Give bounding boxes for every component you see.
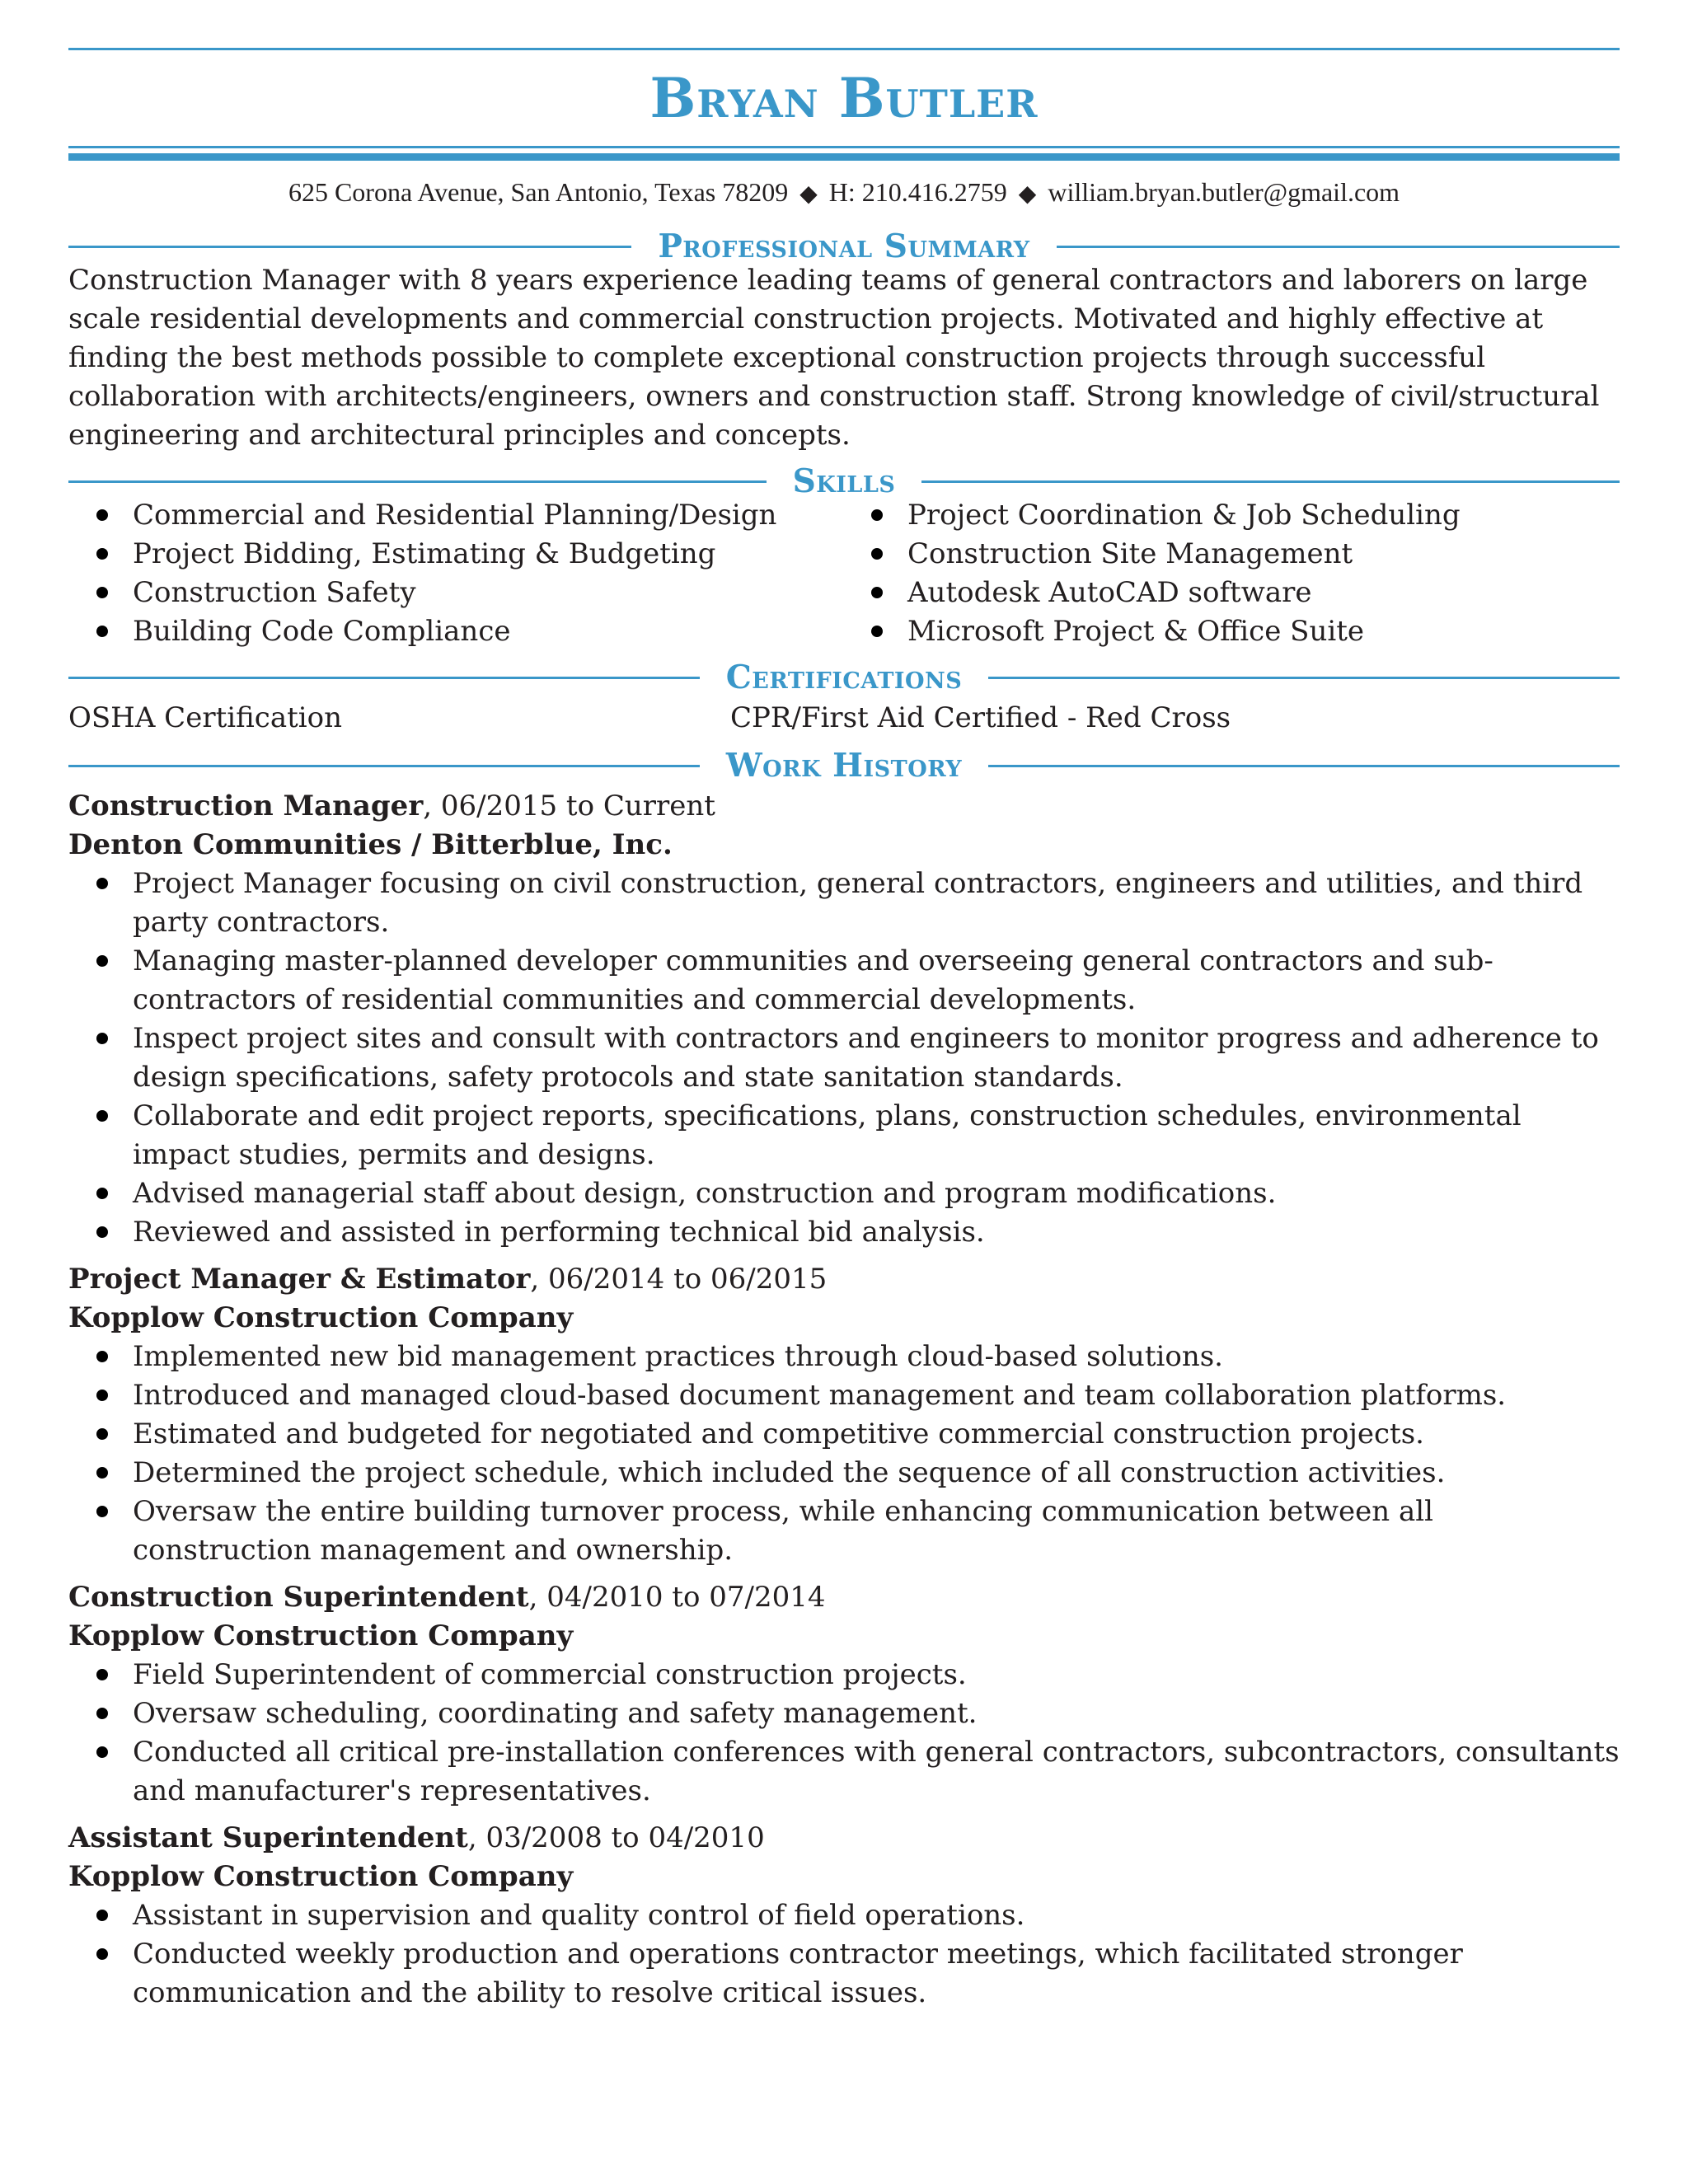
skill-item: Construction Safety bbox=[68, 574, 843, 612]
diamond-separator-icon: ◆ bbox=[1018, 180, 1037, 207]
section-rule-right bbox=[988, 677, 1620, 679]
section-title-certifications: Certifications bbox=[725, 658, 963, 696]
section-title-skills: Skills bbox=[792, 462, 896, 500]
resume-page bbox=[68, 48, 1620, 2013]
job-company: Denton Communities / Bitterblue, Inc. bbox=[68, 828, 673, 861]
job-heading bbox=[68, 1578, 1620, 1617]
bullet-icon bbox=[96, 1390, 108, 1401]
job-dates: , 04/2010 to 07/2014 bbox=[528, 1581, 826, 1614]
duty-item: Oversaw the entire building turnover process, while enhancing communication between all construction management and ownership. bbox=[68, 1493, 1620, 1570]
skill-item: Commercial and Residential Planning/Design bbox=[68, 496, 843, 535]
duty-item: Conducted weekly production and operations contractor meetings, which facilitated stronger communication and the ability to resolve critical issues. bbox=[68, 1935, 1620, 2013]
duty-item: Project Manager focusing on civil construction, general contractors, engineers and utilities, and third party contractors. bbox=[68, 865, 1620, 942]
duty-item: Managing master-planned developer communities and overseeing general contractors and sub-contractors of residential communities and commercial developments. bbox=[68, 942, 1620, 1019]
duty-item: Inspect project sites and consult with contractors and engineers to monitor progress and adherence to design specifications, safety protocols and state sanitation standards. bbox=[68, 1019, 1620, 1097]
skills-column-right bbox=[843, 496, 1620, 651]
bullet-icon bbox=[96, 1226, 108, 1238]
bullet-icon bbox=[96, 1910, 108, 1921]
job-duties bbox=[68, 865, 1620, 1252]
bullet-icon bbox=[96, 548, 108, 560]
skills-grid bbox=[68, 496, 1620, 651]
job-entry bbox=[68, 1578, 1620, 1811]
section-rule-left bbox=[68, 765, 700, 767]
bullet-icon bbox=[96, 1506, 108, 1517]
section-header-work bbox=[68, 741, 1620, 790]
summary-text: Construction Manager with 8 years experience leading teams of general contractors and laborers on large scale residential developments and commercial construction projects. Motivated and highly effective at finding the best methods possible to complete exceptional construction projects through successful collaboration with architects/engineers, owners and construction staff. Strong knowledge of civil/structural engineering and architectural principles and concepts. bbox=[68, 264, 1600, 452]
skill-item: Project Coordination & Job Scheduling bbox=[843, 496, 1620, 535]
bullet-icon bbox=[96, 1467, 108, 1479]
job-dates: , 03/2008 to 04/2010 bbox=[467, 1821, 765, 1854]
bullet-icon bbox=[96, 1948, 108, 1960]
contact-phone: H: 210.416.2759 bbox=[828, 177, 1007, 207]
bullet-icon bbox=[96, 509, 108, 521]
bullet-icon bbox=[96, 1188, 108, 1199]
job-title: Assistant Superintendent bbox=[68, 1821, 468, 1854]
bullet-icon bbox=[96, 1033, 108, 1044]
job-title: Project Manager & Estimator bbox=[68, 1263, 531, 1296]
job-company: Kopplow Construction Company bbox=[68, 1619, 574, 1652]
skill-item: Autodesk AutoCAD software bbox=[843, 574, 1620, 612]
bullet-icon bbox=[96, 1351, 108, 1362]
diamond-separator-icon: ◆ bbox=[799, 180, 818, 207]
job-company: Kopplow Construction Company bbox=[68, 1860, 574, 1893]
section-title-work: Work History bbox=[725, 747, 963, 785]
job-dates: , 06/2014 to 06/2015 bbox=[530, 1263, 828, 1296]
job-company: Kopplow Construction Company bbox=[68, 1301, 574, 1334]
certification-item: CPR/First Aid Certified - Red Cross bbox=[730, 701, 1231, 734]
bullet-icon bbox=[96, 1669, 108, 1680]
contact-email[interactable]: william.bryan.butler@gmail.com bbox=[1048, 177, 1400, 207]
section-rule-left bbox=[68, 677, 700, 679]
duty-item: Estimated and budgeted for negotiated and competitive commercial construction projects. bbox=[68, 1415, 1620, 1454]
header-rule-thick bbox=[68, 153, 1620, 161]
section-rule-right bbox=[921, 480, 1620, 483]
duty-item: Determined the project schedule, which included the sequence of all construction activities. bbox=[68, 1454, 1620, 1493]
job-dates: , 06/2015 to Current bbox=[423, 790, 715, 823]
job-title: Construction Superintendent bbox=[68, 1581, 529, 1614]
duty-item: Conducted all critical pre-installation conferences with general contractors, subcontractors, consultants and manufacturer's representatives. bbox=[68, 1733, 1620, 1811]
skill-item: Project Bidding, Estimating & Budgeting bbox=[68, 535, 843, 574]
bullet-icon bbox=[96, 1110, 108, 1122]
bullet-icon bbox=[96, 878, 108, 889]
contact-address: 625 Corona Avenue, San Antonio, Texas 78209 bbox=[288, 177, 789, 207]
bullet-icon bbox=[96, 1428, 108, 1440]
certification-item: OSHA Certification bbox=[68, 701, 342, 734]
job-duties bbox=[68, 1896, 1620, 2013]
bullet-icon bbox=[96, 626, 108, 637]
bullet-icon bbox=[96, 1708, 108, 1719]
duty-item: Introduced and managed cloud-based document management and team collaboration platforms. bbox=[68, 1376, 1620, 1415]
duty-item: Oversaw scheduling, coordinating and safety management. bbox=[68, 1694, 1620, 1733]
top-rule bbox=[68, 48, 1620, 50]
skills-column-left bbox=[68, 496, 843, 651]
certifications-row bbox=[68, 699, 1620, 738]
job-entry bbox=[68, 1260, 1620, 1570]
job-title: Construction Manager bbox=[68, 790, 424, 823]
duty-item: Reviewed and assisted in performing technical bid analysis. bbox=[68, 1213, 1620, 1252]
section-rule-right bbox=[1057, 246, 1620, 248]
job-heading bbox=[68, 1260, 1620, 1299]
duty-item: Assistant in supervision and quality control of field operations. bbox=[68, 1896, 1620, 1935]
job-duties bbox=[68, 1656, 1620, 1811]
header-rule-thin bbox=[68, 146, 1620, 148]
duty-item: Implemented new bid management practices through cloud-based solutions. bbox=[68, 1338, 1620, 1376]
section-rule-left bbox=[68, 246, 631, 248]
job-heading bbox=[68, 787, 1620, 826]
job-duties bbox=[68, 1338, 1620, 1570]
duty-item: Collaborate and edit project reports, specifications, plans, construction schedules, environmental impact studies, permits and designs. bbox=[68, 1097, 1620, 1174]
bullet-icon bbox=[871, 587, 883, 598]
duty-item: Advised managerial staff about design, construction and program modifications. bbox=[68, 1174, 1620, 1213]
skill-item: Construction Site Management bbox=[843, 535, 1620, 574]
bullet-icon bbox=[96, 587, 108, 598]
bullet-icon bbox=[96, 1746, 108, 1758]
bullet-icon bbox=[871, 626, 883, 637]
bullet-icon bbox=[871, 548, 883, 560]
skill-item: Building Code Compliance bbox=[68, 612, 843, 651]
duty-item: Field Superintendent of commercial construction projects. bbox=[68, 1656, 1620, 1694]
job-heading bbox=[68, 1819, 1620, 1858]
job-entry bbox=[68, 787, 1620, 1252]
section-title-summary: Professional Summary bbox=[658, 227, 1030, 265]
section-header-certifications bbox=[68, 653, 1620, 702]
bullet-icon bbox=[871, 509, 883, 521]
work-history bbox=[68, 787, 1620, 2013]
contact-line bbox=[68, 176, 1620, 209]
section-rule-left bbox=[68, 480, 767, 483]
bullet-icon bbox=[96, 955, 108, 967]
job-entry bbox=[68, 1819, 1620, 2013]
section-rule-right bbox=[988, 765, 1620, 767]
candidate-name: Bryan Butler bbox=[649, 66, 1039, 130]
skill-item: Microsoft Project & Office Suite bbox=[843, 612, 1620, 651]
